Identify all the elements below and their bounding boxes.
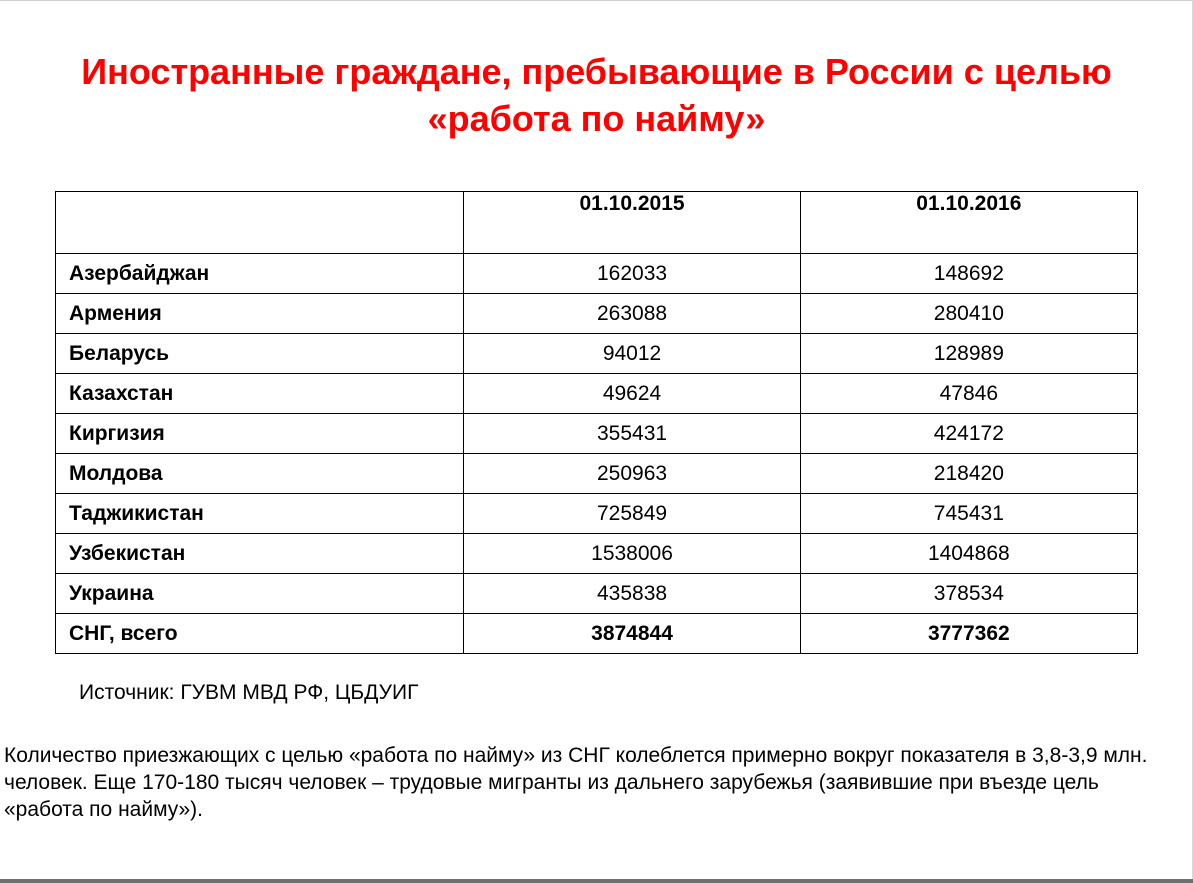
value-2015-cell: 250963 <box>464 454 800 494</box>
value-2015-cell: 725849 <box>464 494 800 534</box>
country-cell: Таджикистан <box>56 494 464 534</box>
migrants-table <box>55 191 1138 654</box>
table-row <box>56 534 1138 574</box>
page-title: Иностранные граждане, пребывающие в России с целью «работа по найму» <box>81 51 1112 139</box>
table-row <box>56 414 1138 454</box>
source-note: Источник: ГУВМ МВД РФ, ЦБДУИГ <box>79 681 419 704</box>
country-cell: Украина <box>56 574 464 614</box>
value-2016-cell: 128989 <box>800 334 1137 374</box>
table-row <box>56 454 1138 494</box>
value-2015-cell: 263088 <box>464 294 800 334</box>
table-header-row <box>56 192 1138 254</box>
value-2016-cell: 378534 <box>800 574 1137 614</box>
value-2016-cell: 280410 <box>800 294 1137 334</box>
table-row <box>56 254 1138 294</box>
value-2016-cell: 1404868 <box>800 534 1137 574</box>
value-2015-cell: 1538006 <box>464 534 800 574</box>
country-cell: Узбекистан <box>56 534 464 574</box>
table-row <box>56 494 1138 534</box>
header-2016-cell: 01.10.2016 <box>800 192 1137 254</box>
value-2015-cell: 435838 <box>464 574 800 614</box>
description-paragraph: Количество приезжающих с целью «работа по найму» из СНГ колеблется примерно вокруг показателя в 3,8-3,9 млн. человек. Еще 170-180 тысяч человек – трудовые мигранты из дальнего зарубежья (заявившие при въезде цель «работа по найму»). <box>4 744 1148 821</box>
country-cell: Армения <box>56 294 464 334</box>
country-cell: Беларусь <box>56 334 464 374</box>
header-2015-cell: 01.10.2015 <box>464 192 800 254</box>
value-2016-cell: 47846 <box>800 374 1137 414</box>
page-top-border <box>0 0 1193 1</box>
table-row <box>56 294 1138 334</box>
value-2016-cell: 148692 <box>800 254 1137 294</box>
value-2016-cell: 745431 <box>800 494 1137 534</box>
value-2015-cell: 162033 <box>464 254 800 294</box>
table-row <box>56 374 1138 414</box>
table-row <box>56 334 1138 374</box>
value-2015-cell: 49624 <box>464 374 800 414</box>
total-label-cell: СНГ, всего <box>56 614 464 654</box>
country-cell: Киргизия <box>56 414 464 454</box>
value-2015-cell: 94012 <box>464 334 800 374</box>
value-2016-cell: 218420 <box>800 454 1137 494</box>
value-2016-cell: 424172 <box>800 414 1137 454</box>
country-cell: Молдова <box>56 454 464 494</box>
table-row <box>56 574 1138 614</box>
total-2016-cell: 3777362 <box>800 614 1137 654</box>
country-cell: Азербайджан <box>56 254 464 294</box>
value-2015-cell: 355431 <box>464 414 800 454</box>
country-cell: Казахстан <box>56 374 464 414</box>
page-bottom-border <box>0 879 1193 883</box>
total-row <box>56 614 1138 654</box>
total-2015-cell: 3874844 <box>464 614 800 654</box>
header-country-cell <box>56 192 464 254</box>
